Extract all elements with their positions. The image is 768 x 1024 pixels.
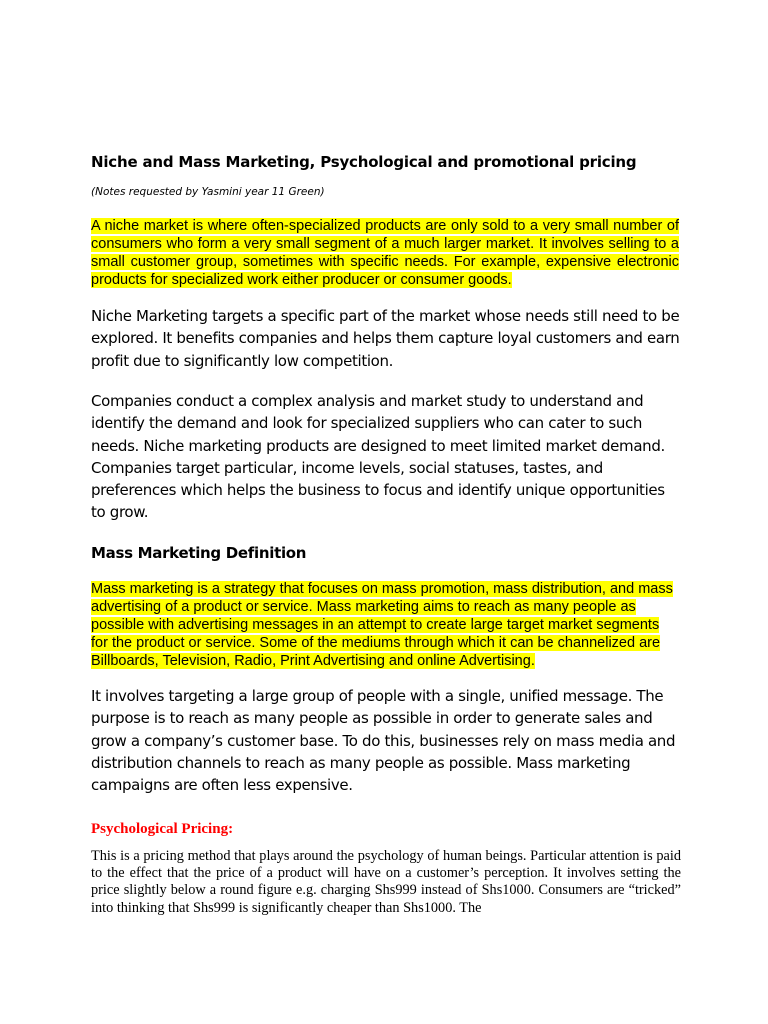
mass-marketing-heading: Mass Marketing Definition	[91, 544, 307, 562]
document-title: Niche and Mass Marketing, Psychological and promotional pricing	[91, 153, 637, 171]
mass-definition-block	[91, 580, 679, 670]
request-note: (Notes requested by Yasmini year 11 Green)	[91, 186, 325, 198]
niche-definition-text: A niche market is where often-specialized products are only sold to a very small number of consumers who form a very small segment of a much larger market. It involves selling to a small customer group, sometimes with specific needs. For example, expensive electronic products for specialized work either producer or consumer goods.	[91, 218, 679, 288]
niche-paragraph-2: Companies conduct a complex analysis and market study to understand and identify the demand and look for specialized suppliers who can cater to such needs. Niche marketing products are designed to meet limited market demand. Companies target particular, income levels, social statuses, tastes, and preferences which helps the business to focus and identify unique opportunities to grow.	[91, 392, 665, 522]
psychological-paragraph-1: This is a pricing method that plays around the psychology of human beings. Particular attention is paid to the effect that the price of a product will have on a customer’s perception. It involves setting the price slightly below a round figure e.g. charging Shs999 instead of Shs1000. Consumers are “tricked” into thinking that Shs999 is significantly cheaper than Shs1000. The	[91, 848, 681, 916]
psychological-pricing-heading: Psychological Pricing:	[91, 821, 234, 837]
mass-definition-mediums: Billboards, Television, Radio, Print Advertising and online Advertising.	[91, 653, 535, 669]
mass-definition-text: Mass marketing is a strategy that focuses on mass promotion, mass distribution, and mass advertising of a product or service. Mass marketing aims to reach as many people as possible with advertising messages in an attempt to create large target market segments for the product or service. Some of the mediums through which it can be channelized are	[91, 581, 673, 651]
mass-paragraph-1: It involves targeting a large group of people with a single, unified message. The purpose is to reach as many people as possible in order to generate sales and grow a company’s customer base. To do this, businesses rely on mass media and distribution channels to reach as many people as possible. Mass marketing campaigns are often less expensive.	[91, 687, 676, 795]
niche-definition-block	[91, 217, 679, 289]
niche-paragraph-1: Niche Marketing targets a specific part of the market whose needs still need to be explored. It benefits companies and helps them capture loyal customers and earn profit due to significantly low competition.	[91, 307, 680, 370]
